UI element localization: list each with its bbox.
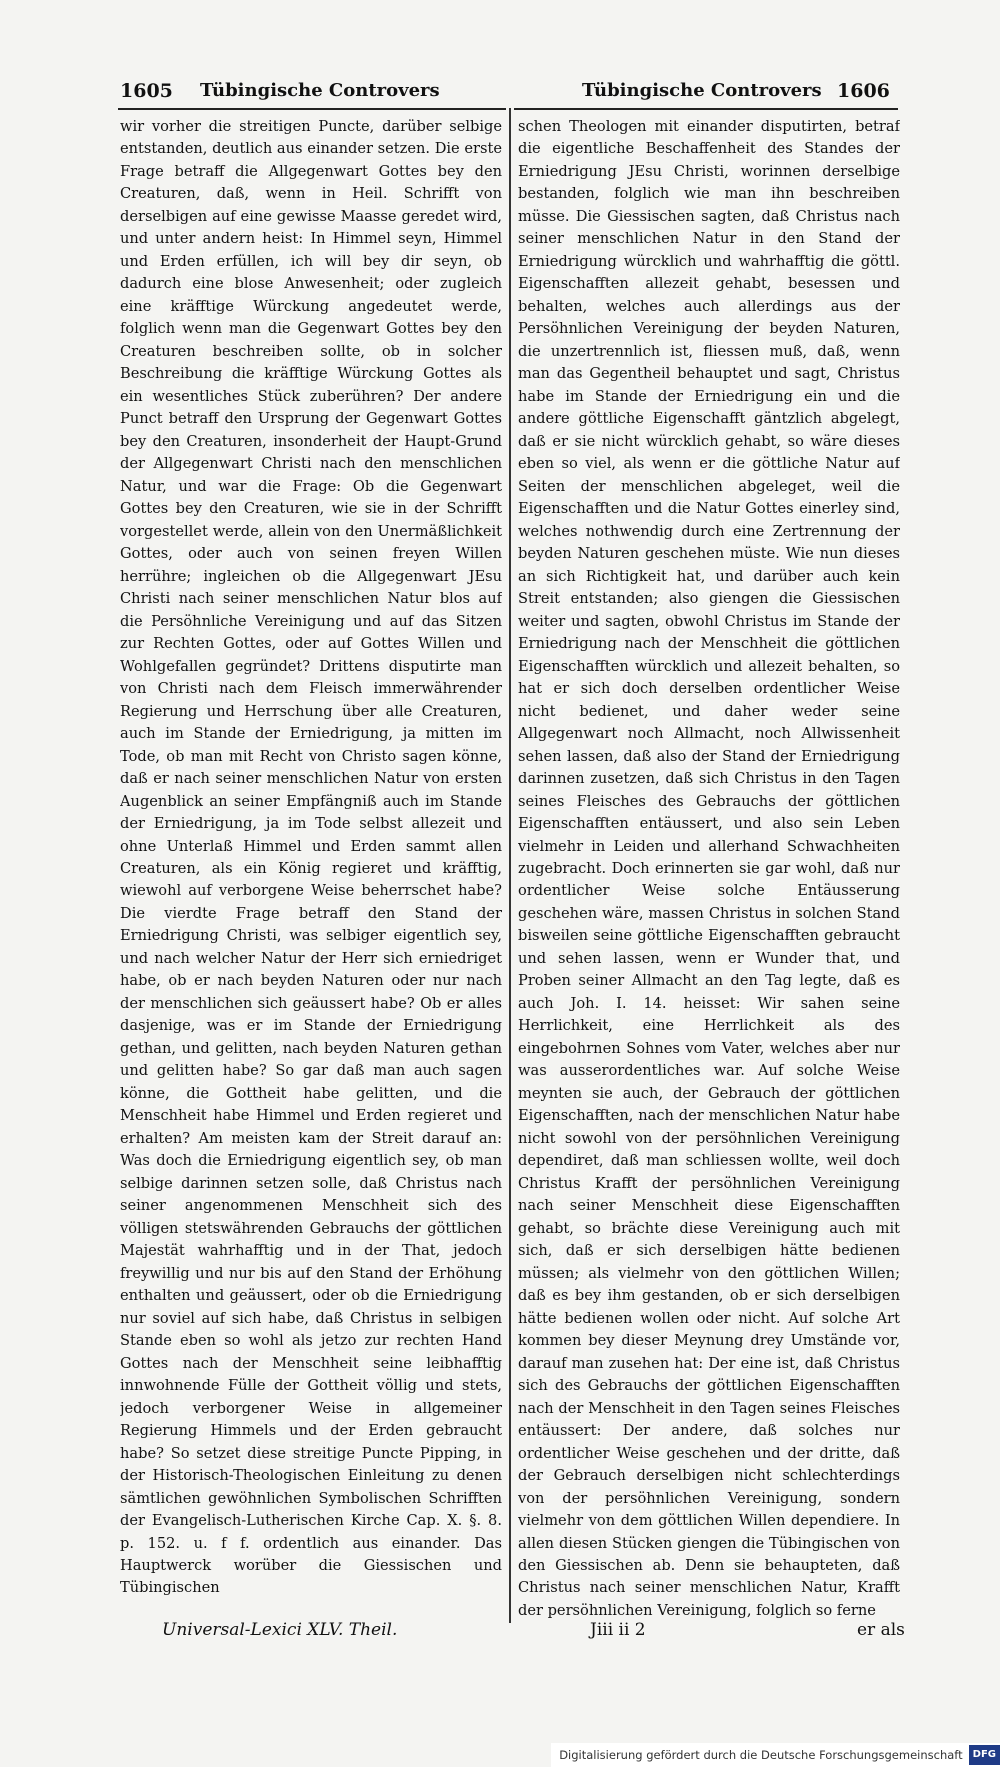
text-column-right [518,116,900,1628]
digitization-note: Digitalisierung gefördert durch die Deutsche Forschungsgemeinschaft [559,1748,963,1762]
volume-signature: Universal-Lexici XLV. Theil. [162,1620,398,1640]
dfg-logo-icon: DFG [969,1745,1000,1765]
header-rule-left [118,108,506,110]
sheet-mark: Jiii ii 2 [590,1620,646,1640]
page-number-right: 1606 [837,80,890,102]
left-column-text: wir vorher die streitigen Puncte, darüber selbige entstanden, deutlich aus einander setzen. Die erste Frage betraff die Allgegenwart Gottes bey den Creaturen, daß, wenn in Heil. Schrifft von derselbigen auf eine gewisse Maasse geredet wird, und unter andern heist: In Himmel seyn, Himmel und Erden erfüllen, ich will bey dir seyn, ob dadurch eine blose Anwesenheit; oder zugleich eine kräfftige Würckung angedeutet werde, folglich wenn man die Gegenwart Gottes bey den Creaturen beschreiben sollte, ob in solcher Beschreibung die kräfftige Würckung Gottes als ein wesentliches Stück zuberühren? Der andere Punct betraff den Ursprung der Gegenwart Gottes bey den Creaturen, insonderheit der Haupt-Grund der Allgegenwart Christi nach den menschlichen Natur, und war die Frage: Ob die Gegenwart Gottes bey den Creaturen, wie sie in der Schrifft vorgestellet werde, allein von den Unermäßlichkeit Gottes, oder auch von seinen freyen Willen herrühre; ingleichen ob die Allgegenwart JEsu Christi nach seiner menschlichen Natur blos auf die Persöhnliche Vereinigung und auf das Sitzen zur Rechten Gottes, oder auf Gottes Willen und Wohlgefallen gegründet? Drittens disputirte man von Christi nach dem Fleisch immerwährender Regierung und Herrschung über alle Creaturen, auch im Stande der Erniedrigung, ja mitten im Tode, ob man mit Recht von Christo sagen könne, daß er nach seiner menschlichen Natur von ersten Augenblick an seiner Empfängniß auch im Stande der Erniedrigung, ja im Tode selbst allezeit und ohne Unterlaß Himmel und Erden sammt allen Creaturen, als ein König regieret und kräfftig, wiewohl auf verborgene Weise beherrschet habe? Die vierdte Frage betraff den Stand der Erniedrigung Christi, was selbiger eigentlich sey, und nach welcher Natur der Herr sich erniedriget habe, ob er nach beyden Naturen oder nur nach der menschlichen sich geäussert habe? Ob er alles dasjenige, was er im Stande der Erniedrigung gethan, und gelitten, nach beyden Naturen gethan und gelitten habe? So gar daß man auch sagen könne, die Gottheit habe gelitten, und die Menschheit habe Himmel und Erden regieret und erhalten? Am meisten kam der Streit darauf an: Was doch die Erniedrigung eigentlich sey, ob man selbige darinnen setzen solle, daß Christus nach seiner angenommenen Menschheit sich des völligen stetswährenden Gebrauchs der göttlichen Majestät wahrhafftig und in der That, jedoch freywillig und nur bis auf den Stand der Erhöhung enthalten und geäussert, oder ob die Erniedrigung nur soviel auf sich habe, daß Christus in selbigen Stande eben so wohl als jetzo zur rechten Hand Gottes nach der Menschheit seine leibhafftig innwohnende Fülle der Gottheit völlig und stets, jedoch verborgener Weise in allgemeiner Regierung Himmels und der Erden gebraucht habe? So setzet diese streitige Puncte Pipping, in der Historisch-Theologischen Einleitung zu denen sämtlichen gewöhnlichen Symbolischen Schrifften der Evangelisch-Lutherischen Kirche Cap. X. §. 8. p. 152. u. f f. ordentlich aus einander. Das Hauptwerck worüber die Giessischen und Tübingischen [120,118,502,1597]
running-head-right: Tübingische Controvers [582,80,822,101]
page-number-left: 1605 [120,80,173,102]
text-column-left [120,116,502,1628]
catchword: er als [857,1620,905,1640]
running-head-left: Tübingische Controvers [200,80,440,101]
right-column-text: schen Theologen mit einander disputirten, betraf die eigentliche Beschaffenheit des Standes der Erniedrigung JEsu Christi, worinnen derselbige bestanden, folglich wie man ihn beschreiben müsse. Die Giessischen sagten, daß Christus nach seiner menschlichen Natur in den Stand der Erniedrigung würcklich und wahrhafftig die göttl. Eigenschafften allezeit gehabt, besessen und behalten, welches auch allerdings aus der Persöhnlichen Vereinigung der beyden Naturen, die unzertrennlich ist, fliessen muß, daß, wenn man das Gegentheil behauptet und sagt, Christus habe im Stande der Erniedrigung ein und die andere göttliche Eigenschafft gäntzlich abgelegt, daß er sie nicht würcklich gehabt, so wäre dieses eben so viel, als wenn er die göttliche Natur auf Seiten der menschlichen abgeleget, weil die Eigenschafften und die Natur Gottes einerley sind, welches nothwendig durch eine Zertrennung der beyden Naturen geschehen müste. Wie nun dieses an sich Richtigkeit hat, und darüber auch kein Streit entstanden; also giengen die Giessischen weiter und sagten, obwohl Christus im Stande der Erniedrigung nach der Menschheit die göttlichen Eigenschafften würcklich und allezeit behalten, so hat er sich doch derselben ordentlicher Weise nicht bedienet, und daher weder seine Allgegenwart noch Allmacht, noch Allwissenheit sehen lassen, daß also der Stand der Erniedrigung darinnen zusetzen, daß sich Christus in den Tagen seines Fleisches des Gebrauchs der göttlichen Eigenschafften entäussert, und also sein Leben vielmehr in Leiden und allerhand Schwachheiten zugebracht. Doch erinnerten sie gar wohl, daß nur ordentlicher Weise solche Entäusserung geschehen wäre, massen Christus in solchen Stand bisweilen seine göttliche Eigenschafften gebraucht und sehen lassen, wenn er Wunder that, und Proben seiner Allmacht an den Tag legte, daß es auch Joh. I. 14. heisset: Wir sahen seine Herrlichkeit, eine Herrlichkeit als des eingebohrnen Sohnes vom Vater, welches aber nur was ausserordentliches war. Auf solche Weise meynten sie auch, der Gebrauch der göttlichen Eigenschafften, nach der menschlichen Natur habe nicht sowohl von der persöhnlichen Vereinigung dependiret, daß man schliessen wollte, weil doch Christus Krafft der persöhnlichen Vereinigung nach seiner Menschheit diese Eigenschafften gehabt, so brächte diese Vereinigung auch mit sich, daß er sich derselbigen hätte bedienen müssen; als vielmehr von den göttlichen Willen; daß es bey ihm gestanden, ob er sich derselbigen hätte bedienen wollen oder nicht. Auf solche Art kommen bey dieser Meynung drey Umstände vor, darauf man zusehen hat: Der eine ist, daß Christus sich des Gebrauchs der göttlichen Eigenschafften nach der Menschheit in den Tagen seines Fleisches entäussert: Der andere, daß solches nur ordentlicher Weise geschehen und der dritte, daß der Gebrauch derselbigen nicht schlechterdings von der persöhnlichen Vereinigung, sondern vielmehr von dem göttlichen Willen dependiere. In allen diesen Stücken giengen die Tübingischen von den Giessischen ab. Denn sie behaupteten, daß Christus nach seiner menschlichen Natur, Krafft der persöhnlichen Vereinigung, folglich so ferne [518,118,900,1619]
header-rule-right [514,108,898,110]
digitization-banner [551,1743,1000,1767]
column-divider [509,108,511,1623]
